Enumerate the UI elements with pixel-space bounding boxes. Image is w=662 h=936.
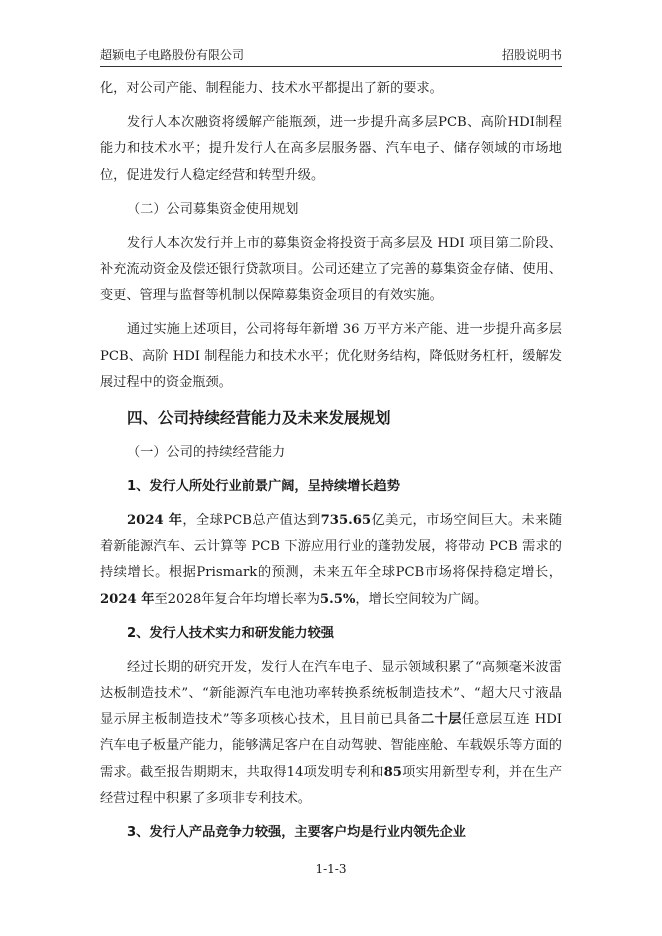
heading-item-3: 3、发行人产品竞争力较强，主要客户均是行业内领先企业 [127,825,466,841]
paragraph-funds-use: 发行人本次发行并上市的募集资金将投资于高多层及 HDI 项目第二阶段、补充流动资金及偿还银行贷款项目。公司还建立了完善的募集资金存储、使用、变更、管理与监督等机制以保障募集资金项目的有效实施。 [100,235,562,304]
text: 任意层互连 HDI 汽车电子板量产能力，能够满足客户在自动驾驶、智能座舱、车载娱乐等方面的需求。截至报告期期末，共取得14项发明专利和 [100,712,562,780]
text: 经过长期的研究开发，发行人在汽车电子、显示领域积累了“高频毫米波雷达板制造技术”、“新能源汽车电池功率转换系统板制造技术”、“超大尺寸液晶显示屏主板制造技术”等多项核心技术，且目前已具备 [100,659,562,728]
company-name: 超颖电子电路股份有限公司 [100,48,245,62]
text: 至2028年复合年均增长率为 [154,591,320,607]
heading-sustainability: （一）公司的持续经营能力 [127,445,286,461]
page-content [100,76,562,846]
text: 亿美元，市场空间巨大。未来随着新能源汽车、云计算等 PCB 下游应用行业的蓬勃发展，将带动 PCB 需求的持续增长。根据Prismark的预测，未来五年全球PCB市场将保持稳定增长， [100,513,563,581]
paragraph-continued: 化，对公司产能、制程能力、技术水平都提出了新的要求。 [100,81,443,96]
paragraph-industry [100,508,562,613]
heading-item-2: 2、发行人技术实力和研发能力较强 [127,625,334,641]
page-header [100,44,562,67]
paragraph-technology [100,655,562,812]
page-number: 1-1-3 [315,862,347,876]
bold-patents: 85 [383,764,402,780]
document-type: 招股说明书 [501,48,562,62]
heading-funds-plan: （二）公司募集资金使用规划 [127,201,299,217]
bold-layers: 二十层 [420,712,462,728]
heading-section-4: 四、公司持续经营能力及未来发展规划 [127,409,391,428]
heading-item-1: 1、发行人所处行业前景广阔，呈持续增长趋势 [127,479,400,495]
paragraph-projects: 通过实施上述项目，公司将每年新增 36 万平方米产能、进一步提升高多层 PCB、高阶 HDI 制程能力和技术水平；优化财务结构，降低财务杠杆，缓解发展过程中的资金瓶颈。 [100,322,562,390]
bold-year: 2024 年 [127,513,183,529]
text: ，全球PCB总产值达到 [182,513,321,529]
text: 项实用新型专利，并在生产经营过程中积累了多项非专利技术。 [100,764,563,806]
bold-year: 2024 年 [100,591,155,607]
paragraph-financing: 发行人本次融资将缓解产能瓶颈，进一步提升高多层PCB、高阶HDI制程能力和技术水平；提升发行人在高多层服务器、汽车电子、储存领域的市场地位，促进发行人稳定经营和转型升级。 [100,115,562,183]
bold-rate: 5.5% [319,591,356,607]
bold-value: 735.65 [320,513,372,529]
text: ，增长空间较为广阔。 [355,591,488,607]
